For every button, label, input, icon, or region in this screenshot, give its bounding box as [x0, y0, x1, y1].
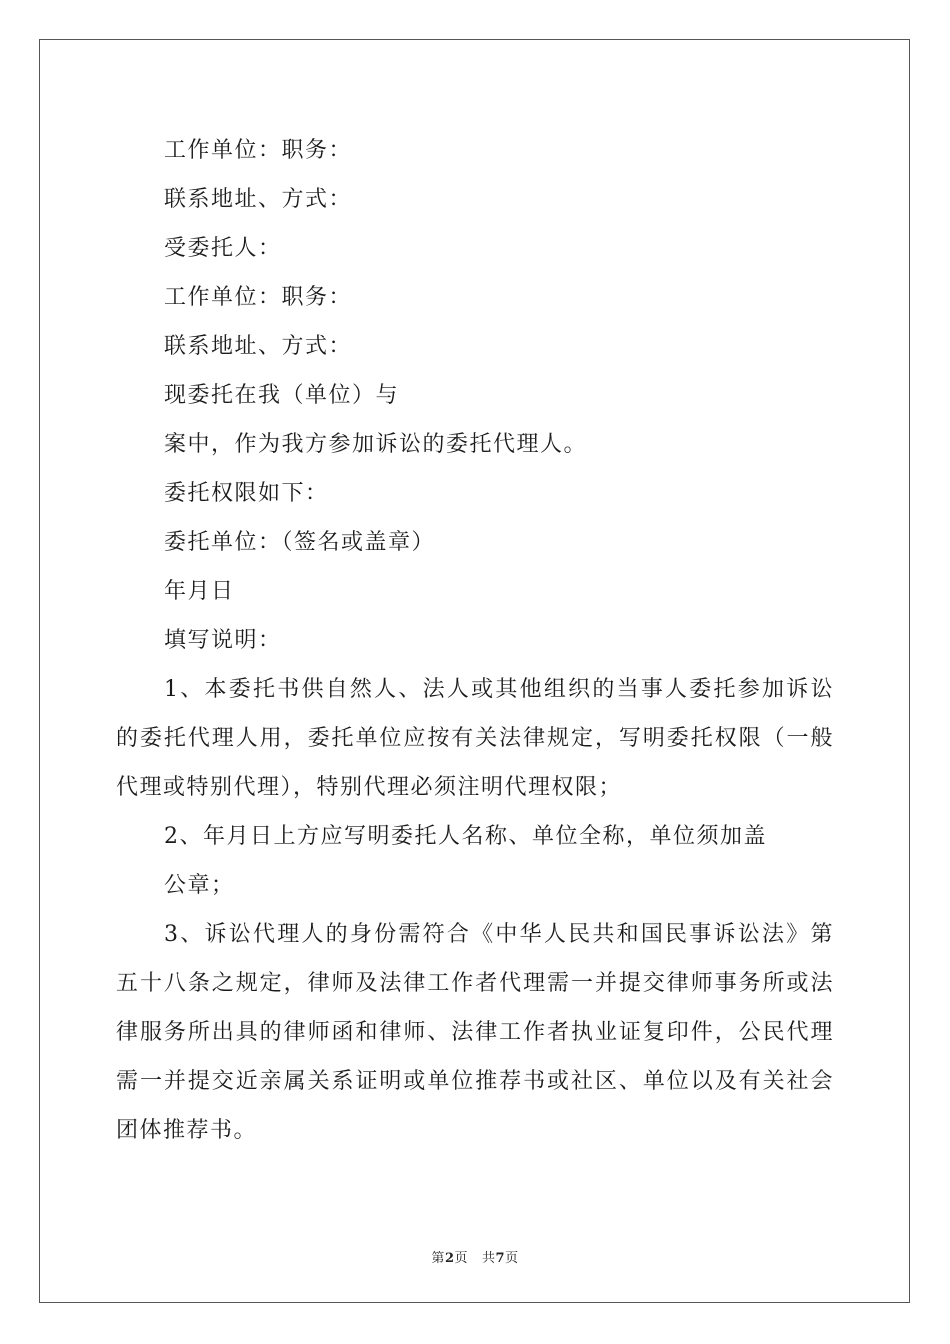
paragraph-instructions-heading: 填写说明： — [164, 628, 282, 653]
document-body — [116, 126, 834, 1155]
paragraph-signature: 委托单位：（签名或盖章） — [164, 530, 436, 555]
paragraph-authority: 委托权限如下： — [164, 481, 329, 506]
footer-total-suffix: 页 — [505, 1251, 519, 1266]
footer-total-prefix: 共 — [482, 1251, 496, 1266]
paragraph-instruction-2: 2、年月日上方应写明委托人名称、单位全称，单位须加盖 — [164, 824, 767, 849]
footer-page-number: 2 — [444, 1251, 455, 1266]
paragraph-contact-1: 联系地址、方式： — [164, 187, 353, 212]
paragraph-trustee: 受委托人： — [164, 236, 282, 261]
paragraph-instruction-3: 3、诉讼代理人的身份需符合《中华人民共和国民事诉讼法》第五十八条之规定，律师及法律工作者代理需一并提交律师事务所或法律服务所出具的律师函和律师、法律工作者执业证复印件，公民代理需一并提交近亲属关系证明或单位推荐书或社区、单位以及有关社会团体推荐书。 — [116, 922, 834, 1143]
paragraph-instruction-1: 1、本委托书供自然人、法人或其他组织的当事人委托参加诉讼的委托代理人用，委托单位应按有关法律规定，写明委托权限（一般代理或特别代理），特别代理必须注明代理权限； — [116, 677, 834, 800]
paragraph-case: 案中，作为我方参加诉讼的委托代理人。 — [164, 432, 588, 457]
paragraph-date: 年月日 — [164, 579, 235, 604]
paragraph-instruction-2-cont: 公章； — [164, 873, 235, 898]
footer-page-prefix: 第 — [431, 1251, 445, 1266]
footer-page-suffix: 页 — [454, 1251, 468, 1266]
page-footer — [0, 1247, 950, 1266]
paragraph-entrust: 现委托在我（单位）与 — [164, 383, 400, 408]
footer-total-pages: 7 — [495, 1251, 506, 1266]
paragraph-work-unit-1: 工作单位：职务： — [164, 138, 353, 163]
paragraph-work-unit-2: 工作单位：职务： — [164, 285, 353, 310]
paragraph-contact-2: 联系地址、方式： — [164, 334, 353, 359]
